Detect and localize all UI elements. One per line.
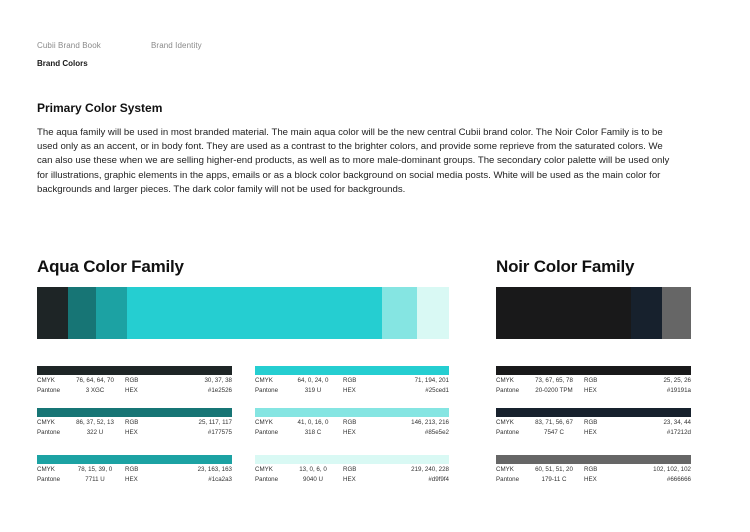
cmyk-label: CMYK (496, 377, 514, 384)
hex-value: #177575 (207, 429, 232, 436)
aqua-swatch-6 (417, 287, 449, 339)
cmyk-value: 13, 0, 6, 0 (299, 466, 327, 473)
pantone-value: 7711 U (85, 476, 105, 483)
hex-label: HEX (343, 387, 356, 394)
section-body-text: The aqua family will be used in most branded material. The main aqua color will be the new central Cubii brand color. The Noir Color Family is to be used only as an accent, or in body font. They are used as a contrast to the brighter colors, and provide some reprieve from the saturated colors. We can also use these when we are selling higher-end products, as well as to more male-dominant groups. The secondary color palette will be used only for illustrations, graphic elements in the apps, emails or as a block color background on social media posts. White will be used as the main color for backgrounds and larger pieces. The dark color family will not be used for backgrounds. (37, 127, 670, 195)
hex-label: HEX (343, 429, 356, 436)
cmyk-label: CMYK (37, 419, 55, 426)
noir-color-card-1 (496, 366, 691, 395)
rgb-value: 23, 163, 163 (197, 466, 232, 473)
rgb-value: 23, 34, 44 (663, 419, 691, 426)
pantone-value: 322 U (86, 429, 104, 436)
rgb-label: RGB (125, 466, 139, 473)
rgb-value: 219, 240, 228 (411, 466, 449, 473)
cmyk-label: CMYK (37, 377, 55, 384)
cmyk-value: 41, 0, 16, 0 (297, 419, 329, 426)
noir-swatch-bar (496, 287, 691, 339)
color-strip (255, 455, 449, 464)
color-strip (255, 408, 449, 417)
color-strip (496, 408, 691, 417)
color-strip (255, 366, 449, 375)
pantone-value: 3 XGC (85, 387, 105, 394)
color-strip (37, 366, 232, 375)
aqua-color-card-3 (37, 455, 232, 484)
hex-value: #d9f9f4 (428, 476, 449, 483)
hex-value: #1e2526 (207, 387, 232, 394)
color-strip (496, 366, 691, 375)
rgb-label: RGB (343, 466, 357, 473)
hex-value: #25ced1 (425, 387, 449, 394)
aqua-swatch-3 (96, 287, 127, 339)
aqua-color-card-1 (37, 366, 232, 395)
page-title: Brand Colors (37, 59, 88, 68)
pantone-value: 7547 C (544, 429, 564, 436)
cmyk-label: CMYK (37, 466, 55, 473)
hex-value: #19191a (666, 387, 691, 394)
cmyk-value: 86, 37, 52, 13 (76, 419, 114, 426)
cmyk-label: CMYK (255, 466, 273, 473)
noir-swatch-1 (496, 287, 631, 339)
rgb-label: RGB (584, 466, 598, 473)
rgb-value: 30, 37, 38 (204, 377, 232, 384)
hex-value: #85e5e2 (424, 429, 449, 436)
rgb-value: 25, 25, 26 (663, 377, 691, 384)
hex-label: HEX (343, 476, 356, 483)
pantone-label: Pantone (37, 387, 61, 394)
hex-value: #17212d (666, 429, 691, 436)
cmyk-label: CMYK (255, 419, 273, 426)
hex-label: HEX (584, 476, 597, 483)
cmyk-label: CMYK (496, 419, 514, 426)
cmyk-label: CMYK (496, 466, 514, 473)
pantone-value: 179-11 C (541, 476, 567, 483)
aqua-family-title: Aqua Color Family (37, 257, 184, 276)
pantone-value: 9040 U (303, 476, 323, 483)
hex-label: HEX (125, 429, 138, 436)
cmyk-value: 73, 67, 65, 78 (535, 377, 573, 384)
hex-label: HEX (125, 476, 138, 483)
cmyk-value: 78, 15, 39, 0 (77, 466, 113, 473)
aqua-swatch-4 (127, 287, 382, 339)
pantone-label: Pantone (255, 429, 279, 436)
pantone-label: Pantone (496, 476, 520, 483)
noir-color-card-2 (496, 408, 691, 437)
color-strip (37, 408, 232, 417)
rgb-label: RGB (125, 419, 139, 426)
rgb-label: RGB (584, 419, 598, 426)
aqua-color-card-4 (255, 366, 449, 395)
pantone-value: 20-0200 TPM (535, 387, 573, 394)
rgb-label: RGB (343, 377, 357, 384)
cmyk-value: 60, 51, 51, 20 (535, 466, 573, 473)
pantone-label: Pantone (255, 387, 279, 394)
aqua-swatch-bar (37, 287, 449, 339)
pantone-label: Pantone (37, 429, 61, 436)
cmyk-value: 76, 64, 64, 70 (76, 377, 114, 384)
rgb-value: 146, 213, 216 (411, 419, 449, 426)
cmyk-value: 83, 71, 56, 67 (535, 419, 573, 426)
noir-color-card-3 (496, 455, 691, 484)
breadcrumb-brand-identity[interactable]: Brand Identity (151, 41, 202, 50)
rgb-value: 25, 117, 117 (198, 419, 232, 426)
rgb-label: RGB (125, 377, 139, 384)
aqua-color-card-2 (37, 408, 232, 437)
pantone-label: Pantone (255, 476, 279, 483)
hex-label: HEX (584, 387, 597, 394)
noir-family-title: Noir Color Family (496, 257, 635, 276)
cmyk-value: 64, 0, 24, 0 (297, 377, 329, 384)
section-title: Primary Color System (37, 101, 163, 115)
hex-label: HEX (125, 387, 138, 394)
pantone-value: 319 U (304, 387, 322, 394)
rgb-label: RGB (584, 377, 598, 384)
hex-value: #666666 (666, 476, 691, 483)
aqua-swatch-5 (382, 287, 417, 339)
pantone-label: Pantone (37, 476, 61, 483)
breadcrumb-brand-book[interactable]: Cubii Brand Book (37, 41, 101, 50)
noir-swatch-2 (631, 287, 662, 339)
pantone-label: Pantone (496, 429, 520, 436)
aqua-color-card-6 (255, 455, 449, 484)
hex-label: HEX (584, 429, 597, 436)
color-strip (496, 455, 691, 464)
noir-swatch-3 (662, 287, 691, 339)
aqua-swatch-2 (68, 287, 96, 339)
pantone-label: Pantone (496, 387, 520, 394)
aqua-color-card-5 (255, 408, 449, 437)
rgb-label: RGB (343, 419, 357, 426)
cmyk-label: CMYK (255, 377, 273, 384)
color-strip (37, 455, 232, 464)
pantone-value: 318 C (304, 429, 322, 436)
aqua-swatch-1 (37, 287, 68, 339)
rgb-value: 102, 102, 102 (653, 466, 691, 473)
hex-value: #1ca2a3 (208, 476, 232, 483)
rgb-value: 71, 194, 201 (414, 377, 449, 384)
